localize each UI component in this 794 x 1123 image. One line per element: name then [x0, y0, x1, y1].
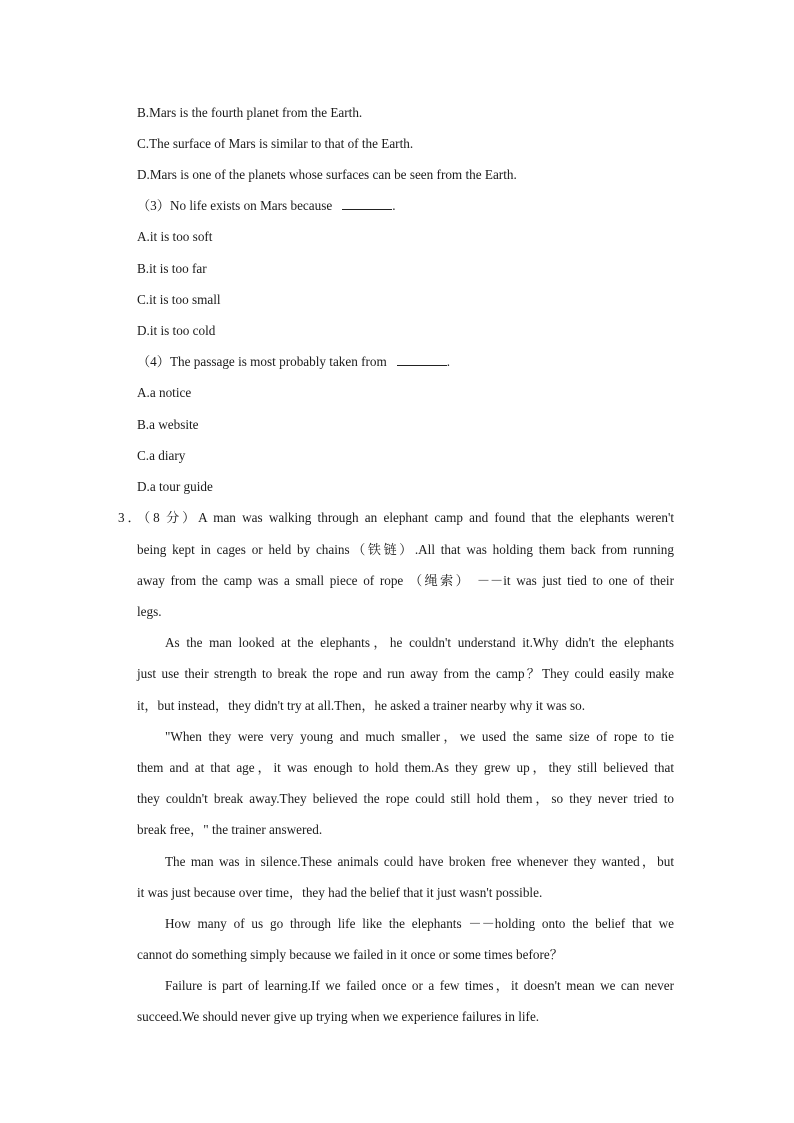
option-q4-b: B.a website	[137, 417, 199, 432]
paragraph-line: How many of us go through life like the elephants －－holding onto the belief that we	[165, 916, 674, 931]
question-4-tail: .	[446, 354, 451, 369]
paragraph-line: they couldn't break away.They believed the rope could still hold them，so they never tried to	[137, 791, 674, 806]
answer-blank	[342, 197, 392, 210]
option-q3-b: B.it is too far	[137, 261, 207, 276]
paragraph-line: Failure is part of learning.If we failed once or a few times，it doesn't mean we can never	[165, 978, 674, 993]
question-4-text: （4）The passage is most probably taken from	[137, 354, 387, 369]
paragraph-line: The man was in silence.These animals could have broken free whenever they wanted，but	[165, 854, 674, 869]
option-q4-c: C.a diary	[137, 448, 186, 463]
option-q3-d: D.it is too cold	[137, 323, 216, 338]
paragraph-line: succeed.We should never give up trying when we experience failures in life.	[137, 1009, 540, 1024]
paragraph-line: "When they were very young and much smaller，we used the same size of rope to tie	[165, 729, 674, 744]
paragraph-line: cannot do something simply because we failed in it once or some times before？	[137, 947, 563, 962]
option-q2-c: C.The surface of Mars is similar to that of the Earth.	[137, 136, 414, 151]
paragraph-line: just use their strength to break the rope and run away from the camp？They could easily make	[137, 666, 674, 681]
option-q4-d: D.a tour guide	[137, 479, 213, 494]
question-3-tail: .	[392, 198, 396, 213]
passage-line: being kept in cages or held by chains（铁链）.All that was holding them back from running	[137, 542, 674, 557]
paragraph-line: it was just because over time，they had the belief that it just wasn't possible.	[137, 885, 543, 900]
option-q3-a: A.it is too soft	[137, 229, 213, 244]
option-q2-b: B.Mars is the fourth planet from the Earth.	[137, 105, 363, 120]
option-q2-d: D.Mars is one of the planets whose surfaces can be seen from the Earth.	[137, 167, 517, 182]
question-4-stem	[137, 353, 450, 371]
paragraph-line: them and at that age，it was enough to hold them.As they grew up，they still believed that	[137, 760, 674, 775]
passage-line: 3．（8 分）A man was walking through an elephant camp and found that the elephants weren't	[118, 510, 674, 525]
paragraph-line: break free，" the trainer answered.	[137, 822, 323, 837]
answer-blank	[397, 353, 447, 366]
option-q3-c: C.it is too small	[137, 292, 221, 307]
passage-line: legs.	[137, 604, 162, 619]
paragraph-line: it，but instead，they didn't try at all.Then，he asked a trainer nearby why it was so.	[137, 698, 586, 713]
option-q4-a: A.a notice	[137, 385, 192, 400]
question-3-text: （3）No life exists on Mars because	[137, 198, 333, 213]
passage-line: away from the camp was a small piece of rope （绳索） －－it was just tied to one of their	[137, 573, 674, 588]
question-3-stem	[137, 197, 396, 215]
paragraph-line: As the man looked at the elephants，he couldn't understand it.Why didn't the elephants	[165, 635, 674, 650]
